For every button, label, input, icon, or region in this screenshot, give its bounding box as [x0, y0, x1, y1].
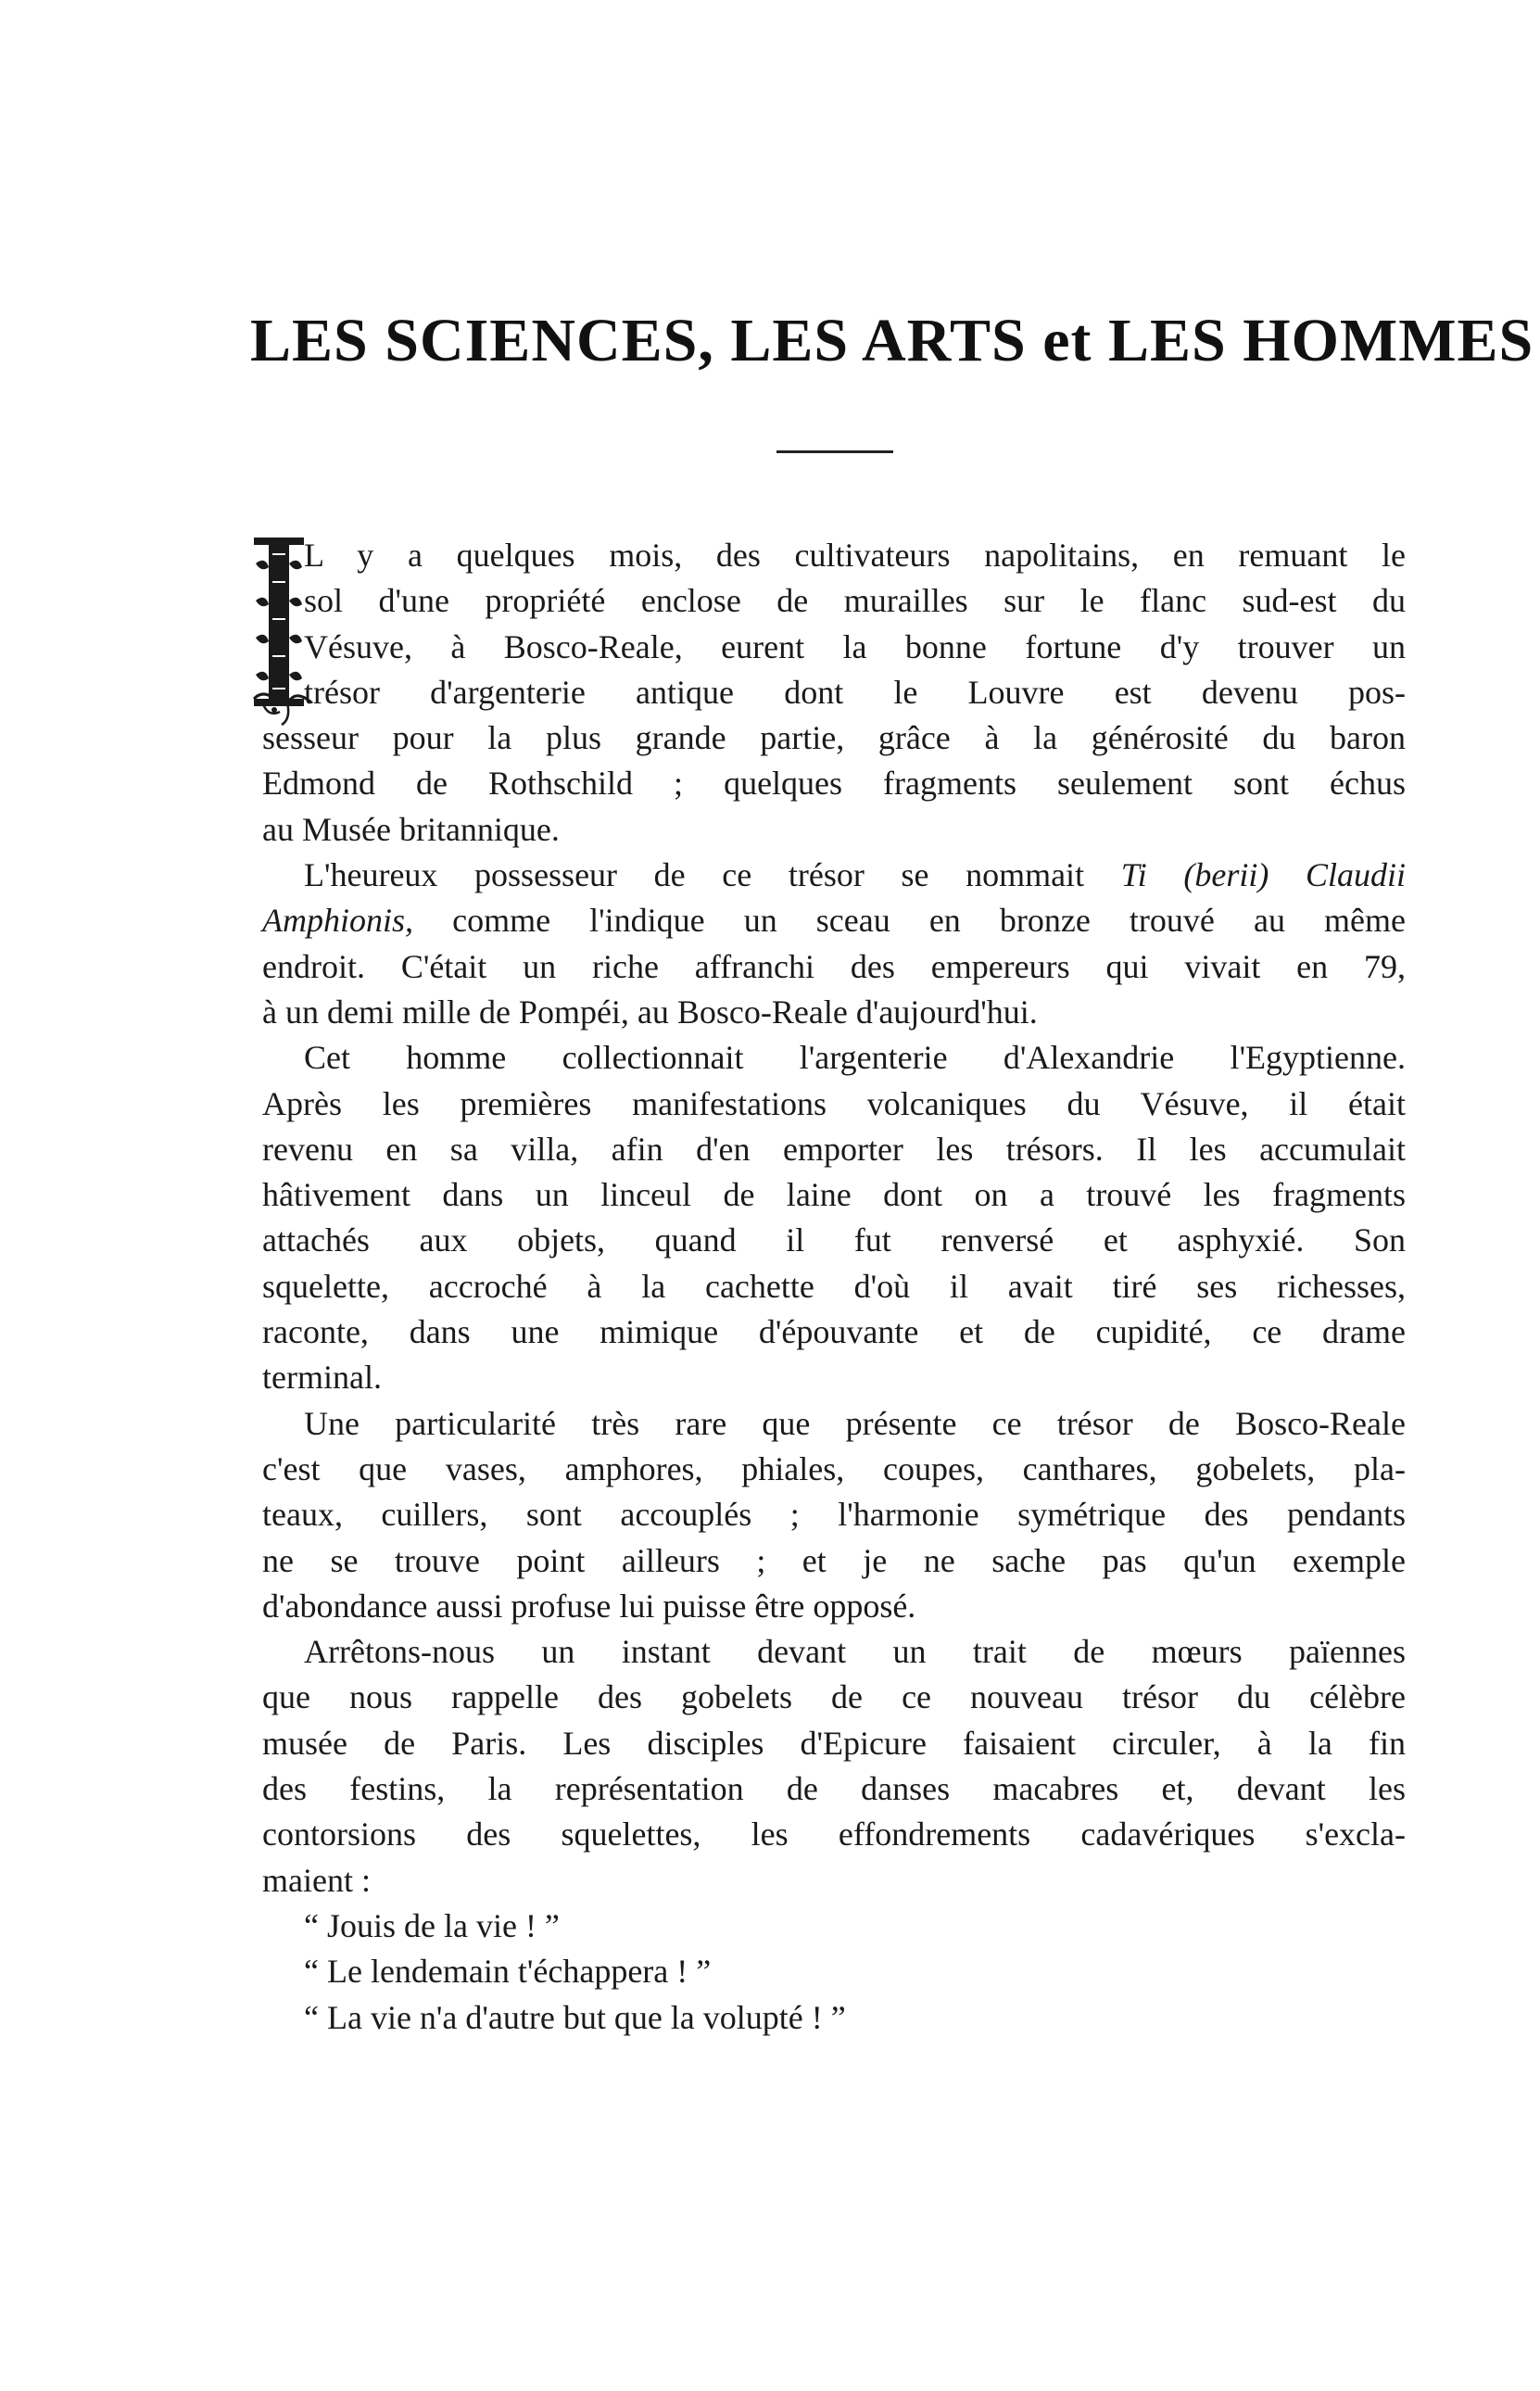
text-line: L y a quelques mois, des cultivateurs napolitains, en remuant le	[304, 537, 1406, 574]
text-line: ne se trouve point ailleurs ; et je ne sache pas qu'un exemple	[262, 1541, 1406, 1579]
text-line: Cet homme collectionnait l'argenterie d'Alexandrie l'Egyptienne.	[304, 1039, 1406, 1077]
text-line: terminal.	[262, 1359, 382, 1397]
text-line: raconte, dans une mimique d'épouvante et de cupidité, ce drame	[262, 1313, 1406, 1351]
text-line: Une particularité très rare que présente ce trésor de Bosco-Reale	[304, 1404, 1406, 1442]
quote-line: “ Le lendemain t'échappera ! ”	[304, 1953, 712, 1991]
page-title: LES SCIENCES, LES ARTS et LES HOMMES	[250, 307, 1534, 374]
text-line: L'heureux possesseur de ce trésor se nommait Ti (berii) Claudii	[304, 856, 1407, 894]
text-line: endroit. C'était un riche affranchi des empereurs qui vivait en 79,	[262, 947, 1406, 985]
text-line: teaux, cuillers, sont accouplés ; l'harmonie symétrique des pendants	[262, 1496, 1406, 1534]
paragraph	[262, 1035, 1406, 1400]
text-line: contorsions des squelettes, les effondrements cadavériques s'excla-	[262, 1815, 1406, 1853]
text-line: maient :	[262, 1861, 371, 1899]
text-line: sol d'une propriété enclose de murailles sur le flanc sud-est du	[304, 582, 1406, 620]
text-line: au Musée britannique.	[262, 810, 560, 848]
text-line: d'abondance aussi profuse lui puisse être opposé.	[262, 1587, 916, 1625]
text-line: trésor d'argenterie antique dont le Louvre est devenu pos-	[304, 673, 1406, 711]
text-line: Arrêtons-nous un instant devant un trait de mœurs païennes	[304, 1633, 1406, 1671]
paragraph	[262, 1629, 1406, 1904]
text-line: hâtivement dans un linceul de laine dont on a trouvé les fragments	[262, 1176, 1406, 1214]
text-line: musée de Paris. Les disciples d'Epicure faisaient circuler, à la fin	[262, 1724, 1406, 1762]
title-rule	[776, 450, 893, 453]
text-line: des festins, la représentation de danses macabres et, devant les	[262, 1770, 1406, 1808]
quote-line: “ Jouis de la vie ! ”	[304, 1906, 560, 1944]
latin-name: Ti (berii) Claudii	[1120, 856, 1407, 894]
latin-name: Amphionis,	[262, 902, 414, 940]
text-line: attachés aux objets, quand il fut renversé et asphyxié. Son	[262, 1221, 1406, 1259]
text-line: revenu en sa villa, afin d'en emporter les trésors. Il les accumulait	[262, 1130, 1406, 1168]
paragraph	[262, 853, 1406, 1035]
text-line: sesseur pour la plus grande partie, grâce à la générosité du baron	[262, 719, 1406, 757]
text-line: que nous rappelle des gobelets de ce nouveau trésor du célèbre	[262, 1678, 1406, 1716]
quotes-list	[262, 1904, 1406, 2041]
article-body	[262, 533, 1406, 2041]
text-line: Vésuve, à Bosco-Reale, eurent la bonne fortune d'y trouver un	[304, 627, 1406, 665]
text-line: à un demi mille de Pompéi, au Bosco-Reale d'aujourd'hui.	[262, 993, 1038, 1031]
text-line: Amphionis, comme l'indique un sceau en bronze trouvé au même	[262, 902, 1406, 940]
quote-line: “ La vie n'a d'autre but que la volupté ! ”	[304, 1998, 846, 2036]
paragraph	[262, 1401, 1406, 1629]
text-line: Après les premières manifestations volcaniques du Vésuve, il était	[262, 1084, 1406, 1122]
text-line: squelette, accroché à la cachette d'où il avait tiré ses richesses,	[262, 1267, 1406, 1305]
text-line: Edmond de Rothschild ; quelques fragments seulement sont échus	[262, 765, 1406, 803]
paragraph	[262, 533, 1406, 853]
text-line: c'est que vases, amphores, phiales, coupes, canthares, gobelets, pla-	[262, 1449, 1406, 1487]
